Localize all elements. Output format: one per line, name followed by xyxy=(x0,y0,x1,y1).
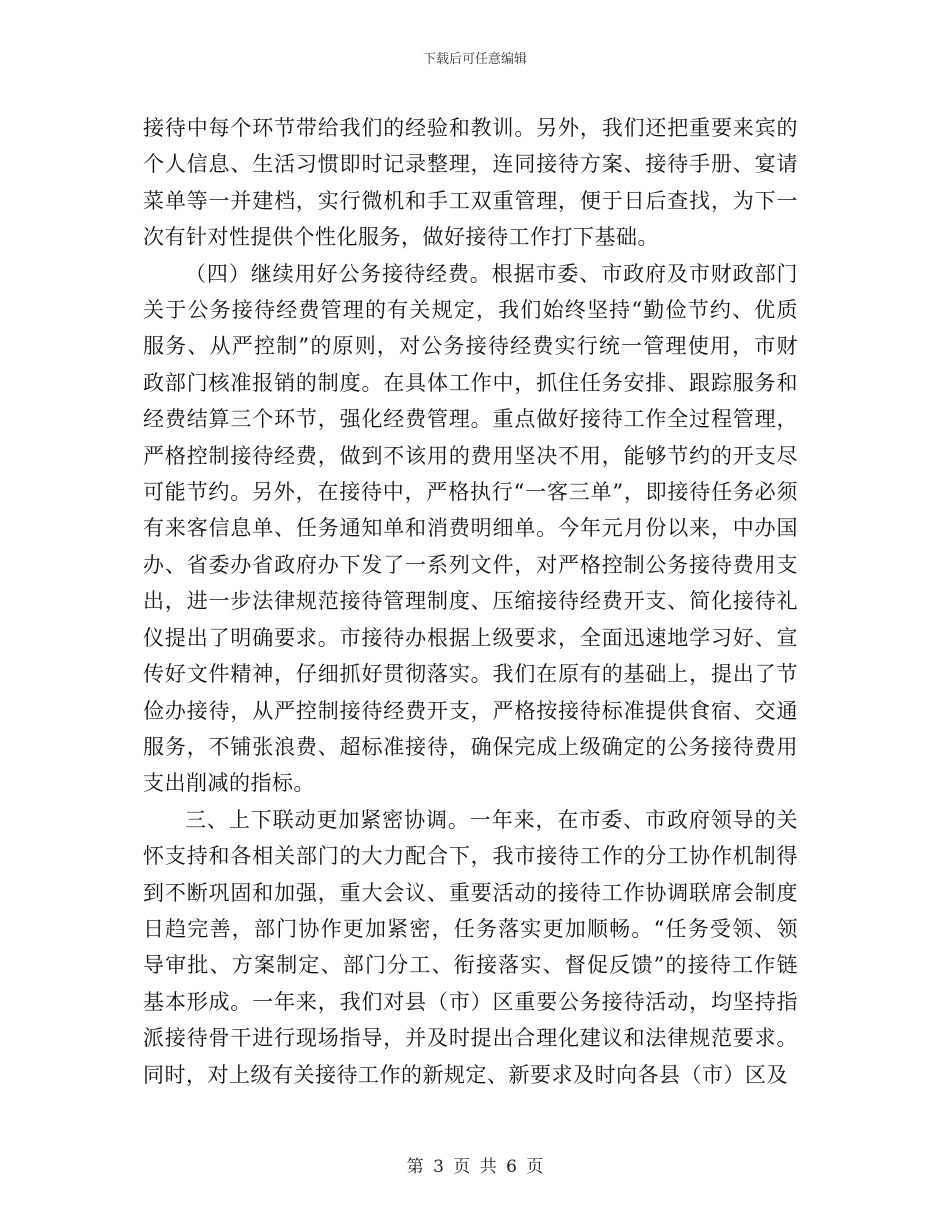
page-header: 下载后可任意编辑 xyxy=(422,52,527,67)
document-body xyxy=(143,110,798,1093)
paragraph-section-3: 三、上下联动更加紧密协调。一年来，在市委、市政府领导的关怀支持和各相关部门的大力配合下，我市接待工作的分工协作机制得到不断巩固和加强，重大会议、重要活动的接待工作协调联席会制度日趋完善，部门协作更加紧密，任务落实更加顺畅。“任务受领、领导审批、方案制定、部门分工、衔接落实、督促反馈”的接待工作链基本形成。一年来，我们对县（市）区重要公务接待活动，均坚持指派接待骨干进行现场指导，并及时提出合理化建议和法律规范要求。同时，对上级有关接待工作的新规定、新要求及时向各县（市）区及 xyxy=(143,807,798,1087)
page-number: 第 3 页 共 6 页 xyxy=(406,1157,544,1177)
paragraph-section-4: （四）继续用好公务接待经费。根据市委、市政府及市财政部门关于公务接待经费管理的有关规定，我们始终坚持“勤俭节约、优质服务、从严控制”的原则，对公务接待经费实行统一管理使用，市财政部门核准报销的制度。在具体工作中，抓住任务安排、跟踪服务和经费结算三个环节，强化经费管理。重点做好接待工作全过程管理，严格控制接待经费，做到不该用的费用坚决不用，能够节约的开支尽可能节约。另外，在接待中，严格执行“一客三单”，即接待任务必须有来客信息单、任务通知单和消费明细单。今年元月份以来，中办国办、省委办省政府办下发了一系列文件，对严格控制公务接待费用支出，进一步法律规范接待管理制度、压缩接待经费开支、简化接待礼仪提出了明确要求。市接待办根据上级要求，全面迅速地学习好、宣传好文件精神，仔细抓好贯彻落实。我们在原有的基础上，提出了节俭办接待，从严控制接待经费开支，严格按接待标准提供食宿、交通服务，不铺张浪费、超标准接待，确保完成上级确定的公务接待费用支出削减的指标。 xyxy=(143,261,798,796)
paragraph-continuation: 接待中每个环节带给我们的经验和教训。另外，我们还把重要来宾的个人信息、生活习惯即时记录整理，连同接待方案、接待手册、宴请菜单等一并建档，实行微机和手工双重管理，便于日后查找，为下一次有针对性提供个性化服务，做好接待工作打下基础。 xyxy=(143,116,798,250)
